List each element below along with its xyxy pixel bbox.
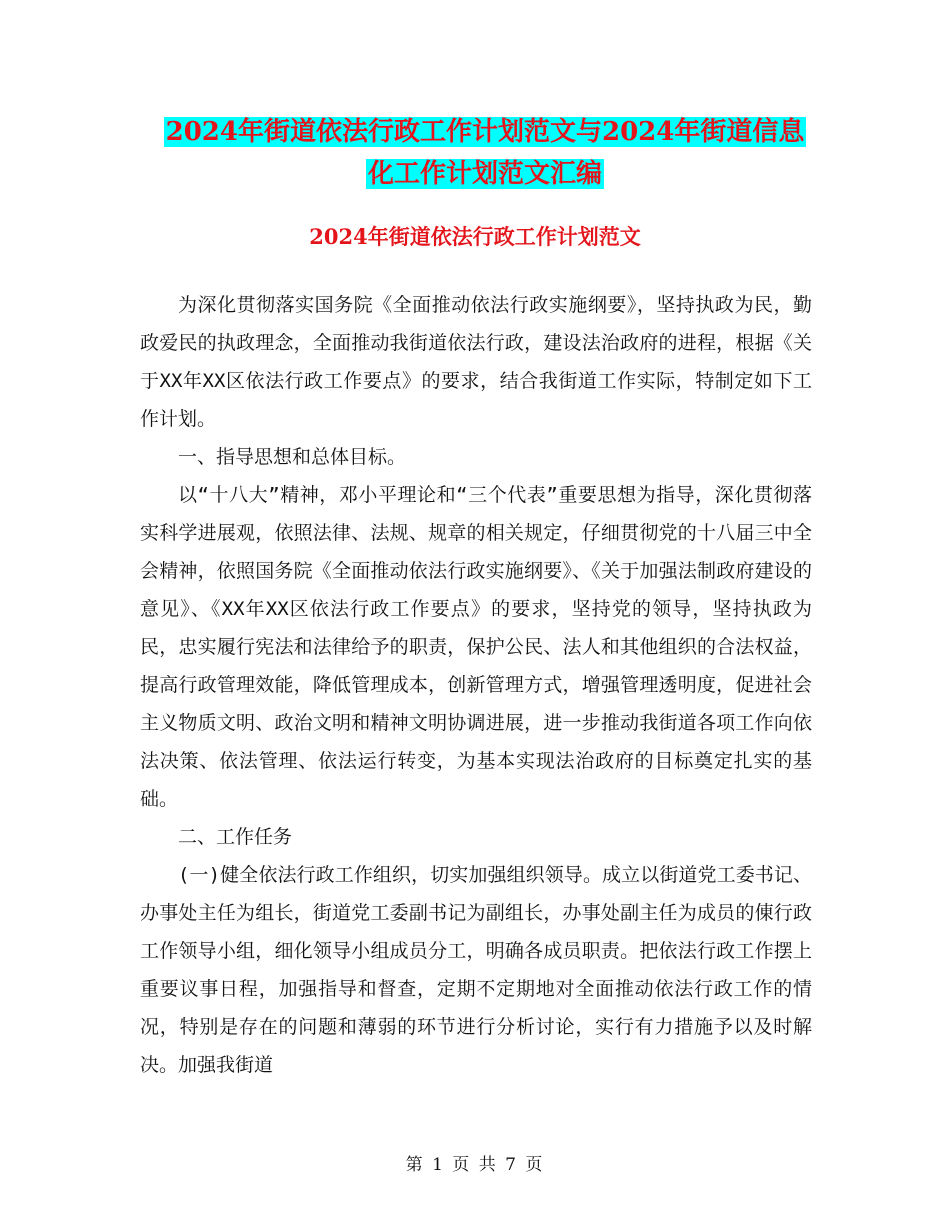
- page-footer: 第 1 页 共 7 页: [405, 1155, 545, 1175]
- document-body: [140, 286, 812, 1084]
- title-line-2: 化工作计划范文汇编: [367, 159, 602, 189]
- document-title: [150, 111, 820, 195]
- heading-guiding-ideology: 一、指导思想和总体目标。: [178, 446, 407, 468]
- paragraph-task-1: (一)健全依法行政工作组织，切实加强组织领导。成立以街道党工委书记、办事处主任为组长，街道党工委副书记为副组长，办事处副主任为成员的倲行政工作领导小组，细化领导小组成员分工，明确各成员职责。把依法行政工作摆上重要议事日程，加强指导和督查，定期不定期地对全面推动依法行政工作的情况，特别是存在的问题和薄弱的环节进行分析讨论，实行有力措施予以及时解决。加强我街道: [140, 864, 812, 1076]
- paragraph-intro: 为深化贯彻落实国务院《全面推动依法行政实施纲要》，坚持执政为民，勤政爱民的执政理念，全面推动我街道依法行政，建设法治政府的进程，根据《关于XX年XX区依法行政工作要点》的要求，结合我街道工作实际，特制定如下工作计划。: [140, 294, 812, 430]
- paragraph-guiding-ideology: 以“十八大”精神，邓小平理论和“三个代表”重要思想为指导，深化贯彻落实科学进展观，依照法律、法规、规章的相关规定，仔细贯彻党的十八届三中全会精神，依照国务院《全面推动依法行政实施纲要》、《关于加强法制政府建设的意见》、《XX年XX区依法行政工作要点》的要求，坚持党的领导，坚持执政为民，忠实履行宪法和法律给予的职责，保护公民、法人和其他组织的合法权益，提高行政管理效能，降低管理成本，创新管理方式，增强管理透明度，促进社会主义物质文明、政治文明和精神文明协调进展，进一步推动我街道各项工作向依法决策、依法管理、依法运行转变，为基本实现法治政府的目标奠定扎实的基础。: [140, 484, 812, 810]
- title-line-1: 2024年街道依法行政工作计划范文与2024年街道信息: [165, 117, 805, 147]
- heading-work-tasks: 二、工作任务: [178, 826, 293, 848]
- section-heading: 2024年街道依法行政工作计划范文: [309, 224, 641, 249]
